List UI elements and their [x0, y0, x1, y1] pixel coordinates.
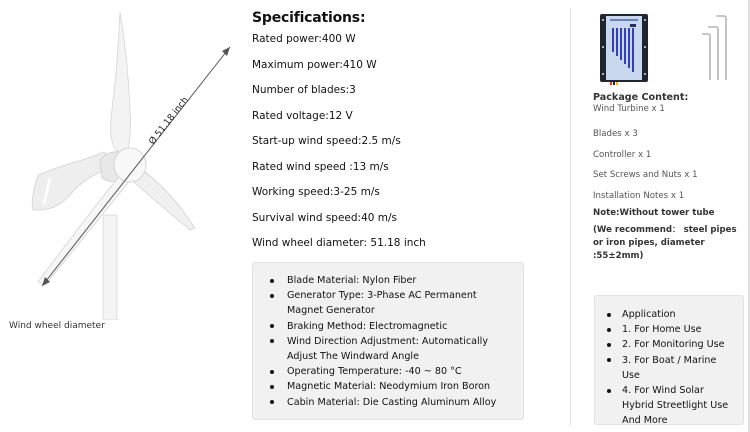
package-item: Set Screws and Nuts x 1 [593, 170, 698, 180]
spec-maximum-power: Maximum power:410 W [252, 58, 377, 71]
application-item: 3. For Boat / Marine Use [605, 353, 737, 383]
hex-key-icon [700, 12, 730, 84]
feature-item: Operating Temperature: -40 ~ 80 °C [267, 364, 513, 379]
application-item: 4. For Wind Solar Hybrid Streetlight Use And More [605, 383, 737, 429]
charge-controller-icon [600, 12, 648, 86]
features-list [267, 273, 513, 410]
package-recommendation: (We recommend： steel pipes or iron pipes, diameter :55±2mm) [593, 225, 737, 261]
package-item: Blades x 3 [593, 129, 638, 139]
package-title: Package Content: [593, 92, 689, 103]
application-item: 1. For Home Use [605, 322, 737, 337]
spec-startup-wind-speed: Start-up wind speed:2.5 m/s [252, 135, 401, 147]
feature-item: Wind Direction Adjustment: Automatically Adjust The Windward Angle [267, 334, 513, 364]
spec-rated-power: Rated power:400 W [252, 33, 356, 45]
spec-survival-wind-speed: Survival wind speed:40 m/s [252, 211, 398, 224]
wind-turbine-illustration [0, 0, 245, 320]
application-item: 2. For Monitoring Use [605, 337, 737, 352]
feature-item: Blade Material: Nylon Fiber [267, 273, 513, 288]
hex-keys-image [700, 12, 730, 84]
image-caption: Wind wheel diameter [9, 321, 105, 331]
application-list [605, 307, 737, 429]
spec-rated-voltage: Rated voltage:12 V [252, 109, 353, 122]
feature-item: Generator Type: 3-Phase AC Permanent Magnet Generator [267, 288, 513, 318]
application-box [594, 295, 744, 425]
package-item: Controller x 1 [593, 150, 652, 160]
feature-item: Braking Method: Electromagnetic [267, 319, 513, 334]
features-box [252, 262, 524, 420]
spec-rated-wind-speed: Rated wind speed :13 m/s [252, 160, 389, 173]
spec-wind-wheel-diameter: Wind wheel diameter: 51.18 inch [252, 237, 426, 249]
package-item: Wind Turbine x 1 [593, 104, 665, 114]
application-item: Application [605, 307, 737, 322]
controller-image [600, 12, 648, 86]
feature-item: Cabin Material: Die Casting Aluminum Alloy [267, 395, 513, 410]
specifications-title: Specifications: [252, 10, 366, 26]
feature-item: Magnetic Material: Neodymium Iron Boron [267, 379, 513, 394]
spec-number-of-blades: Number of blades:3 [252, 84, 356, 96]
spec-working-speed: Working speed:3-25 m/s [252, 186, 380, 198]
specifications-section [252, 10, 542, 262]
wind-turbine-image [0, 0, 245, 320]
panel-divider [570, 8, 571, 426]
package-content-section [593, 92, 748, 262]
dimension-label: Ø 51.18 inch [147, 95, 191, 147]
package-note: Note:Without tower tube [593, 208, 715, 218]
package-item: Installation Notes x 1 [593, 191, 685, 201]
